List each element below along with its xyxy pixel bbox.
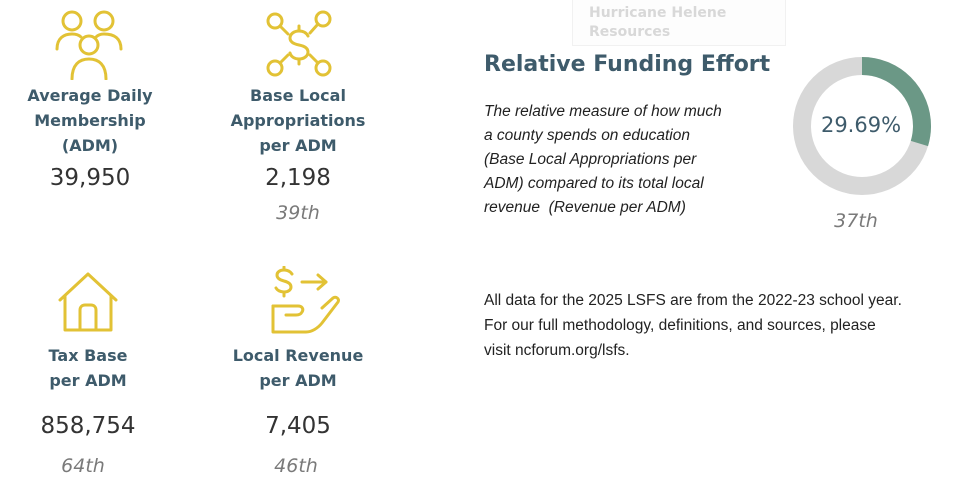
donut-percent-label: 29.69% xyxy=(820,113,902,137)
base-local-label-line-3: per ADM xyxy=(259,136,337,155)
people-group-icon xyxy=(54,8,126,80)
rfe-desc-line-5: revenue (Revenue per ADM) xyxy=(484,199,686,216)
base-local-label xyxy=(218,83,378,158)
hurricane-button-line-1: Hurricane Helene xyxy=(589,5,727,21)
adm-value: 39,950 xyxy=(49,165,131,191)
base-local-value: 2,198 xyxy=(265,165,331,191)
base-local-label-line-2: Appropriations xyxy=(230,111,366,130)
relative-funding-title: Relative Funding Effort xyxy=(484,52,771,77)
rfe-desc-line-4: ADM) compared to its total local xyxy=(484,175,704,192)
note-line-2: For our full methodology, definitions, and sources, please xyxy=(484,317,876,334)
data-source-note xyxy=(484,288,954,363)
note-line-1: All data for the 2025 LSFS are from the 2022-23 school year. xyxy=(484,292,902,309)
base-local-label-line-1: Base Local xyxy=(250,86,346,105)
adm-label xyxy=(10,83,170,158)
local-revenue-label-line-2: per ADM xyxy=(259,371,337,390)
rfe-desc-line-2: a county spends on education xyxy=(484,127,690,144)
tax-base-label-line-2: per ADM xyxy=(49,371,127,390)
base-local-rank: 39th xyxy=(276,202,320,224)
local-revenue-value: 7,405 xyxy=(265,413,331,439)
adm-label-line-2: Membership xyxy=(34,111,146,130)
local-revenue-label xyxy=(218,343,378,393)
house-icon xyxy=(56,270,120,334)
local-revenue-label-line-1: Local Revenue xyxy=(232,346,364,365)
hurricane-helene-resources-button[interactable] xyxy=(572,0,786,46)
dollar-network-icon xyxy=(264,10,336,80)
tax-base-label xyxy=(8,343,168,393)
rfe-desc-line-1: The relative measure of how much xyxy=(484,103,722,120)
adm-label-line-3: (ADM) xyxy=(61,136,119,155)
tax-base-value: 858,754 xyxy=(40,413,136,439)
note-line-3: visit ncforum.org/lsfs. xyxy=(484,342,630,359)
tax-base-rank: 64th xyxy=(61,455,105,477)
local-revenue-rank: 46th xyxy=(274,455,318,477)
hurricane-button-line-2: Resources xyxy=(589,24,671,40)
relative-funding-rank: 37th xyxy=(834,210,878,232)
relative-funding-description xyxy=(484,100,764,220)
rfe-desc-line-3: (Base Local Appropriations per xyxy=(484,151,697,168)
tax-base-label-line-1: Tax Base xyxy=(48,346,128,365)
adm-label-line-1: Average Daily xyxy=(27,86,153,105)
hand-money-icon xyxy=(268,266,342,338)
